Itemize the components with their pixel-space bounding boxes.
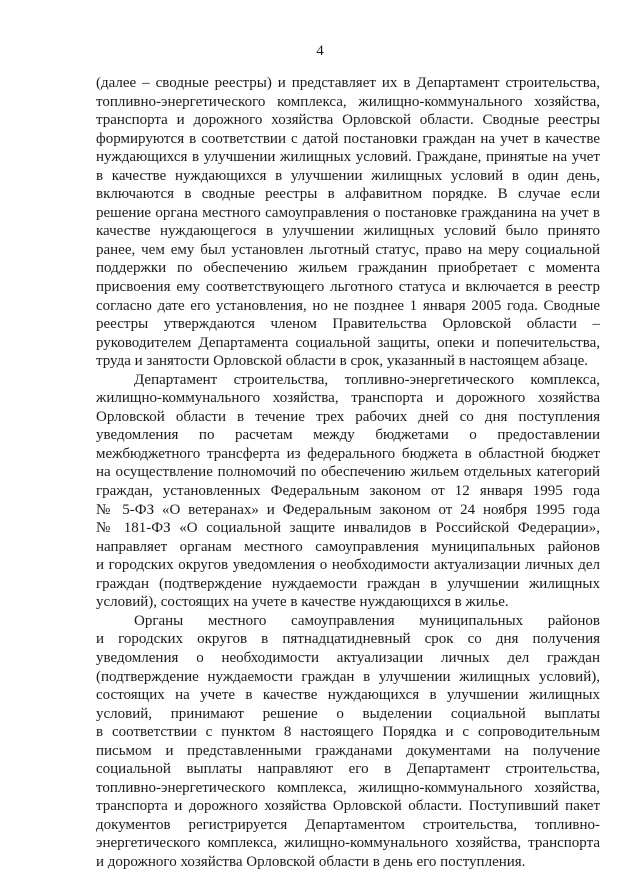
text-line: граждан, установленных Федеральным законом от 12 января 1995 года	[96, 483, 600, 500]
text-line: поддержки по обеспечению жильем гражданин приобретает с момента	[96, 260, 600, 277]
text-line: документов регистрируется Департаментом строительства, топливно-	[96, 816, 600, 833]
text-line: реестры утверждаются членом Правительства Орловской области –	[96, 316, 600, 333]
text-line: на осуществление полномочий по обеспечению жильем отдельных категорий	[96, 464, 600, 481]
text-line: включаются в сводные реестры в алфавитном порядке. В случае если	[96, 186, 600, 203]
text-line: и городских округов уведомления о необходимости актуализации личных дел	[96, 557, 600, 574]
text-line: в качестве нуждающихся в улучшении жилищных условий в один день,	[96, 167, 600, 184]
text-line: межбюджетного трансферта из федерального бюджета в областной бюджет	[96, 445, 600, 462]
text-line: социальной выплаты направляют его в Департамент строительства,	[96, 761, 600, 778]
text-line: решение органа местного самоуправления о постановке гражданина на учет в	[96, 204, 600, 221]
text-line: топливно-энергетического комплекса, жилищно-коммунального хозяйства,	[96, 93, 600, 110]
text-line: Департамент строительства, топливно-энергетического комплекса,	[134, 371, 600, 388]
text-line: уведомления по расчетам между бюджетами о предоставлении	[96, 427, 600, 444]
text-line: условий, принимают решение о выделении социальной выплаты	[96, 705, 600, 722]
text-line: транспорта и дорожного хозяйства Орловской области. Сводные реестры	[96, 112, 600, 129]
text-line: (далее – сводные реестры) и представляет их в Департамент строительства,	[96, 75, 600, 91]
text-line: жилищно-коммунального хозяйства, транспорта и дорожного хозяйства	[96, 390, 600, 407]
paragraph-2	[96, 371, 600, 612]
text-line: направляет органам местного самоуправления муниципальных районов	[96, 538, 600, 555]
text-line: (подтверждение нуждаемости граждан в улучшении жилищных условий),	[96, 668, 600, 685]
text-line: и городских округов в пятнадцатидневный срок со дня получения	[96, 631, 600, 648]
text-line: № 181-ФЗ «О социальной защите инвалидов в Российской Федерации»,	[96, 520, 600, 537]
text-line: формируются в соответствии с датой постановки граждан на учет в качестве	[96, 130, 600, 147]
text-line: транспорта и дорожного хозяйства Орловской области. Поступивший пакет	[96, 798, 600, 815]
text-line: энергетического комплекса, жилищно-коммунального хозяйства, транспорта	[96, 835, 600, 852]
page-number: 4	[316, 43, 324, 59]
text-line: Орловской области в течение трех рабочих дней со дня поступления	[96, 408, 600, 425]
text-line: руководителем Департамента социальной защиты, опеки и попечительства,	[96, 334, 600, 351]
text-line: присвоения ему соответствующего льготного статуса и включается в реестр	[96, 279, 600, 296]
document-body	[96, 74, 600, 872]
text-line: № 5-ФЗ «О ветеранах» и Федеральным законом от 24 ноября 1995 года	[96, 501, 600, 518]
text-line: в соответствии с пунктом 8 настоящего Порядка и с сопроводительным	[96, 724, 600, 741]
text-line: нуждающихся в улучшении жилищных условий. Граждане, принятые на учет	[96, 149, 600, 166]
text-line: топливно-энергетического комплекса, жилищно-коммунального хозяйства,	[96, 779, 600, 796]
text-line: условий), состоящих на учете в качестве нуждающихся в жилье.	[96, 594, 509, 611]
text-line: граждан (подтверждение нуждаемости граждан в улучшении жилищных	[96, 575, 600, 592]
text-line: качестве нуждающегося в улучшении жилищных условий было принято	[96, 223, 600, 240]
text-line: уведомления о необходимости актуализации личных дел граждан	[96, 649, 600, 666]
text-line: и дорожного хозяйства Орловской области в день его поступления.	[96, 853, 526, 870]
paragraph-3	[96, 612, 600, 872]
text-line: труда и занятости Орловской области в срок, указанный в настоящем абзаце.	[96, 353, 589, 370]
paragraph-1	[96, 74, 600, 371]
text-line: состоящих на учете в качестве нуждающихся в улучшении жилищных	[96, 687, 600, 704]
text-line: согласно дате его установления, но не позднее 1 января 2005 года. Сводные	[96, 297, 600, 314]
text-line: ранее, чем ему был установлен льготный статус, право на меру социальной	[96, 241, 600, 258]
text-line: Органы местного самоуправления муниципальных районов	[134, 612, 600, 629]
text-line: письмом и представленными гражданами документами на получение	[96, 742, 600, 759]
